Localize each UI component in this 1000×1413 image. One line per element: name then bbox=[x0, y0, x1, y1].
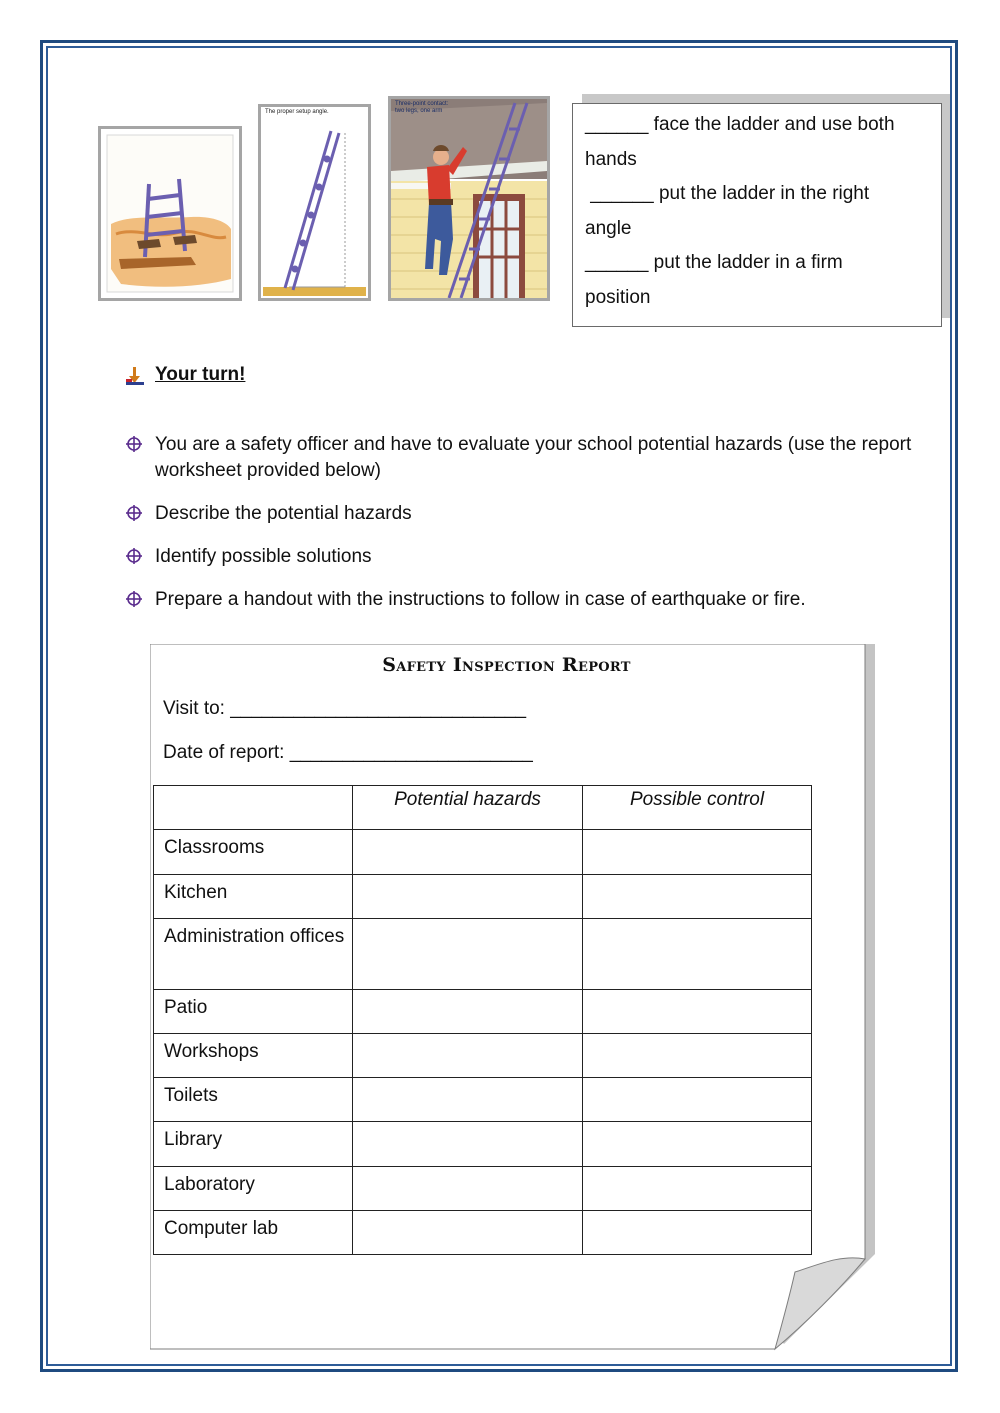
report-title: Safety Inspection Report bbox=[382, 654, 631, 676]
task-item bbox=[125, 587, 915, 613]
hazard-cell[interactable] bbox=[353, 1078, 583, 1122]
control-cell[interactable] bbox=[583, 919, 812, 990]
ladder-on-ground-illustration bbox=[101, 129, 239, 298]
three-point-caption-line2: two legs, one arm bbox=[395, 108, 443, 114]
ladder-feet-image bbox=[98, 126, 242, 301]
row-label: Laboratory bbox=[154, 1167, 353, 1211]
task-text: You are a safety officer and have to evaluate your school potential hazards (use the report worksheet provided below) bbox=[155, 434, 912, 481]
visit-to-field: Visit to: ____________________________ bbox=[163, 698, 527, 719]
table-header-cell: Possible control bbox=[583, 786, 812, 830]
row-label: Administration offices bbox=[154, 919, 353, 990]
setup-angle-caption: The proper setup angle. bbox=[265, 109, 329, 115]
instruction-line: ______ put the ladder in a firm bbox=[585, 252, 843, 274]
your-turn-label: Your turn! bbox=[155, 364, 246, 385]
task-item bbox=[125, 544, 915, 570]
control-cell[interactable] bbox=[583, 875, 812, 919]
task-list bbox=[125, 432, 915, 613]
instruction-line: hands bbox=[585, 148, 637, 170]
instruction-line: position bbox=[585, 286, 651, 308]
hazard-cell[interactable] bbox=[353, 830, 583, 875]
control-cell[interactable] bbox=[583, 1078, 812, 1122]
crosshair-bullet-icon bbox=[125, 590, 143, 608]
hazard-cell[interactable] bbox=[353, 1211, 583, 1255]
table-row bbox=[154, 990, 812, 1034]
table-row bbox=[154, 830, 812, 875]
control-cell[interactable] bbox=[583, 990, 812, 1034]
table-row bbox=[154, 1211, 812, 1255]
table-header-cell: Potential hazards bbox=[353, 786, 583, 830]
three-point-caption-line1: Three-point contact: bbox=[395, 101, 449, 107]
table-row bbox=[154, 1122, 812, 1167]
crosshair-bullet-icon bbox=[125, 547, 143, 565]
row-label: Workshops bbox=[154, 1034, 353, 1078]
task-text: Describe the potential hazards bbox=[155, 503, 412, 524]
row-label: Library bbox=[154, 1122, 353, 1167]
table-header-cell bbox=[154, 786, 353, 830]
table-header-row bbox=[154, 786, 812, 830]
control-cell[interactable] bbox=[583, 1034, 812, 1078]
task-item bbox=[125, 501, 915, 527]
row-label: Classrooms bbox=[154, 830, 353, 875]
table-row bbox=[154, 919, 812, 990]
table-row bbox=[154, 1034, 812, 1078]
task-item bbox=[125, 432, 915, 484]
date-of-report-field: Date of report: _______________________ bbox=[163, 742, 533, 763]
hazard-cell[interactable] bbox=[353, 990, 583, 1034]
table-row bbox=[154, 1167, 812, 1211]
hazard-cell[interactable] bbox=[353, 1122, 583, 1167]
ladder-angle-diagram bbox=[261, 107, 368, 298]
row-label: Kitchen bbox=[154, 875, 353, 919]
task-text: Identify possible solutions bbox=[155, 546, 372, 567]
row-label: Patio bbox=[154, 990, 353, 1034]
task-text: Prepare a handout with the instructions to follow in case of earthquake or fire. bbox=[155, 589, 806, 610]
man-climbing-ladder-illustration bbox=[391, 99, 547, 298]
inspection-table bbox=[153, 785, 812, 1255]
hazard-cell[interactable] bbox=[353, 875, 583, 919]
three-point-contact-image bbox=[388, 96, 550, 301]
instruction-line: angle bbox=[585, 217, 632, 239]
table-row bbox=[154, 875, 812, 919]
instruction-box bbox=[572, 103, 942, 327]
control-cell[interactable] bbox=[583, 1167, 812, 1211]
arrow-bullet-icon bbox=[125, 367, 145, 387]
table-row bbox=[154, 1078, 812, 1122]
instruction-line: ______ face the ladder and use both bbox=[585, 114, 895, 135]
hazard-cell[interactable] bbox=[353, 1034, 583, 1078]
hazard-cell[interactable] bbox=[353, 1167, 583, 1211]
row-label: Toilets bbox=[154, 1078, 353, 1122]
hazard-cell[interactable] bbox=[353, 919, 583, 990]
setup-angle-image bbox=[258, 104, 371, 301]
instruction-line: ______ put the ladder in the right bbox=[585, 183, 870, 205]
crosshair-bullet-icon bbox=[125, 504, 143, 522]
control-cell[interactable] bbox=[583, 1211, 812, 1255]
control-cell[interactable] bbox=[583, 1122, 812, 1167]
control-cell[interactable] bbox=[583, 830, 812, 875]
crosshair-bullet-icon bbox=[125, 435, 143, 453]
row-label: Computer lab bbox=[154, 1211, 353, 1255]
